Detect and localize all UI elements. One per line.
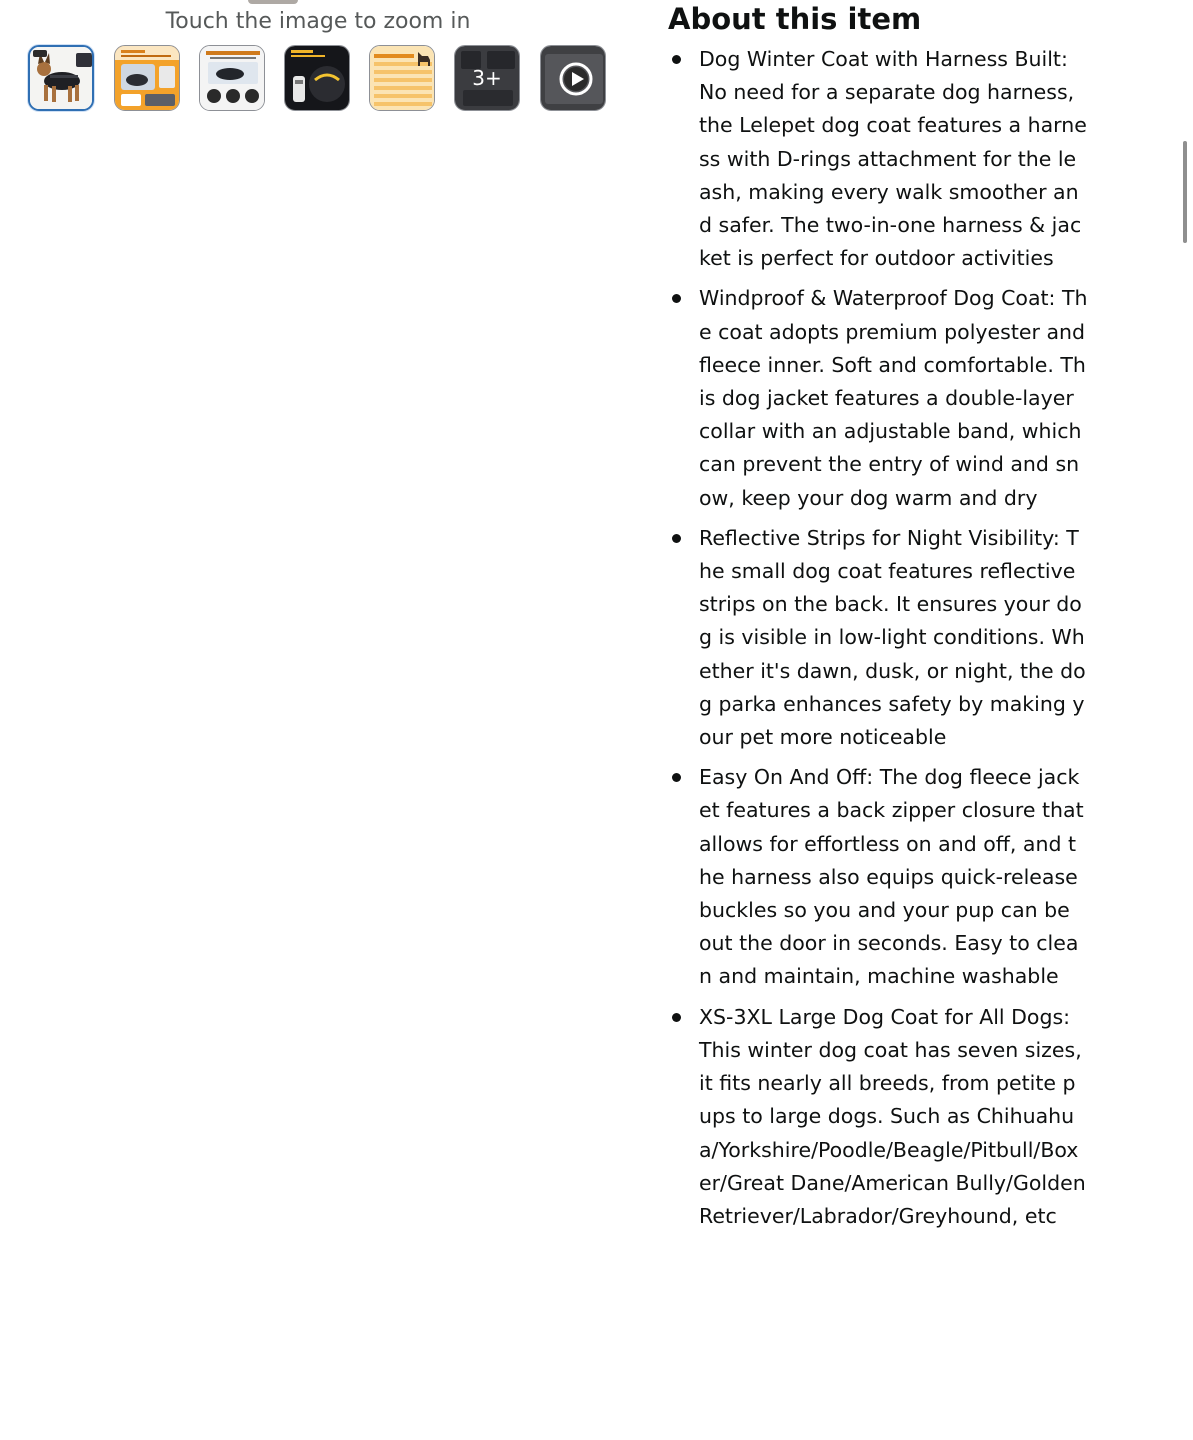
zoom-hint: Touch the image to zoom in: [165, 9, 471, 34]
thumbnail-more[interactable]: [454, 45, 520, 111]
bullet-dot: [672, 294, 681, 303]
feature-bullet: [668, 522, 1088, 754]
feature-bullet: [668, 1001, 1088, 1233]
thumbnail-1[interactable]: [28, 45, 94, 111]
infographic-thumbnail: [115, 46, 180, 111]
dog-photo-thumbnail: [30, 47, 94, 111]
feature-bullet-list: [668, 43, 1088, 1233]
feature-bullet-text: Reflective Strips for Night Visibility: The small dog coat features reflective strips on the back. It ensures your dog is visible in low-light conditions. Whether it's dawn, dusk, or night, the dog parka enhances safety by making your pet more noticeable: [699, 525, 1086, 750]
feature-bullet-text: Easy On And Off: The dog fleece jacket features a back zipper closure that allows for effortless on and off, and the harness also equips quick-release buckles so you and your pup can be out the door in seconds. Easy to clean and maintain, machine washable: [699, 765, 1084, 989]
video-thumbnail: [541, 46, 606, 111]
thumbnail-2[interactable]: [114, 45, 180, 111]
about-this-item: [668, 0, 1088, 1240]
thumbnail-5[interactable]: [369, 45, 435, 111]
feature-bullet-text: Windproof & Waterproof Dog Coat: The coat adopts premium polyester and fleece inner. Soft and comfortable. This dog jacket features a double-layer collar with an adjustable band, which can prevent the entry of wind and snow, keep your dog warm and dry: [699, 286, 1088, 510]
main-product-image-edge[interactable]: [248, 0, 298, 4]
more-images-count: 3+: [472, 66, 502, 90]
feature-bullet-text: XS-3XL Large Dog Coat for All Dogs: This winter dog coat has seven sizes, it fits nearly all breeds, from petite pups to large dogs. Such as Chihuahua/Yorkshire/Poodle/Beagle/Pitbull/Boxer/Great Dane/American Bully/Golden Retriever/Labrador/Greyhound, etc: [699, 1004, 1086, 1228]
feature-bullet: [668, 43, 1088, 275]
bullet-dot: [672, 55, 681, 64]
night-visibility-thumbnail: [285, 46, 350, 111]
thumbnail-video[interactable]: [540, 45, 606, 111]
play-icon: [561, 64, 591, 94]
thumbnail-4[interactable]: [284, 45, 350, 111]
image-gallery: [0, 0, 640, 130]
features-thumbnail: [200, 46, 265, 111]
bullet-dot: [672, 534, 681, 543]
feature-bullet: [668, 282, 1088, 514]
scrollbar-thumb[interactable]: [1183, 141, 1187, 243]
feature-bullet: [668, 761, 1088, 993]
feature-bullet-text: Dog Winter Coat with Harness Built: No need for a separate dog harness, the Lelepet dog coat features a harness with D-rings attachment for the leash, making every walk smoother and safer. The two-in-one harness & jacket is perfect for outdoor activities: [699, 47, 1087, 271]
size-chart-thumbnail: [370, 46, 435, 111]
about-title: About this item: [668, 2, 922, 36]
bullet-dot: [672, 773, 681, 782]
bullet-dot: [672, 1013, 681, 1022]
thumbnail-3[interactable]: [199, 45, 265, 111]
